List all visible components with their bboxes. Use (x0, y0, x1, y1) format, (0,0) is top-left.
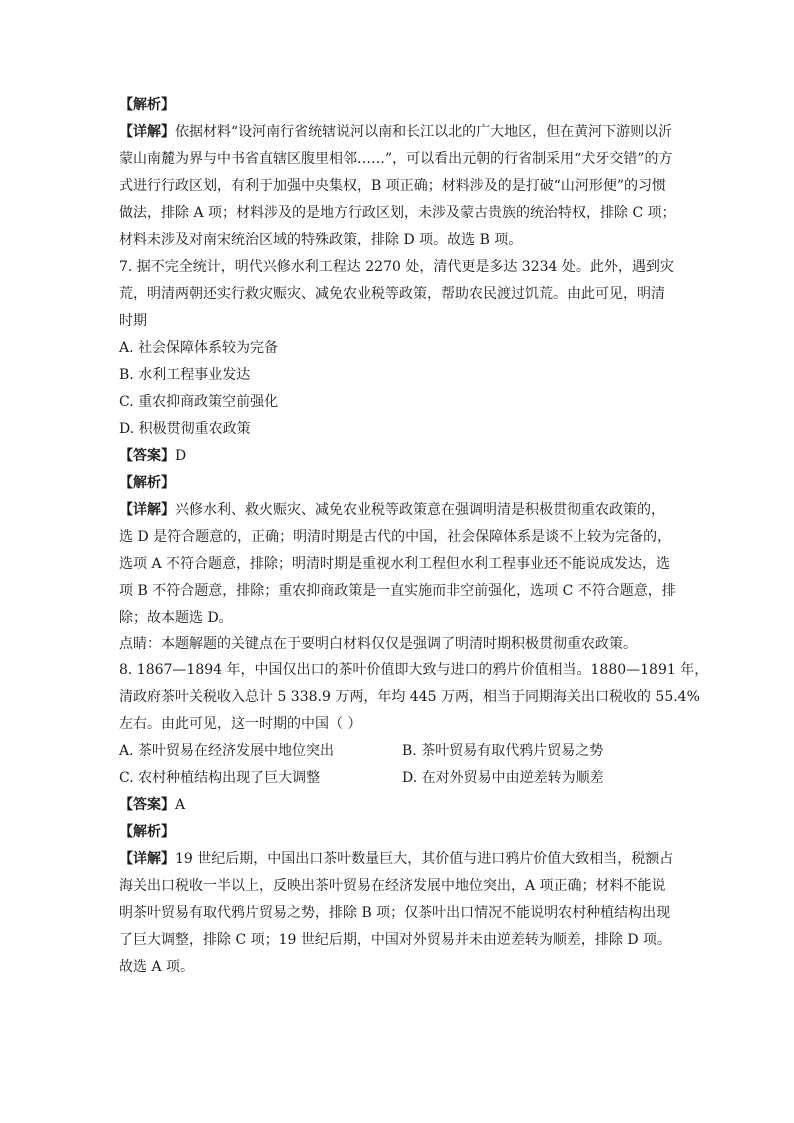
q8-options-row-2 (119, 765, 685, 792)
q7-detail-line-2: 选 D 是符合题意的，正确；明清时期是古代的中国，社会保障体系是谈不上较为完备的， (119, 529, 672, 545)
q8-analysis-heading: 【解析】 (119, 824, 175, 840)
q7-option-d: D. 积极贯彻重农政策 (119, 421, 251, 437)
q7-stem-line-3: 时期 (119, 313, 147, 329)
q8-options-row-1 (119, 738, 685, 765)
q8-option-d: D. 在对外贸易中由逆差转为顺差 (402, 770, 604, 786)
q8-stem-line-3: 左右。由此可见，这一时期的中国（ ） (119, 716, 362, 732)
q8-option-c: C. 农村种植结构出现了巨大调整 (119, 770, 321, 786)
q6-detail-line-4: 做法，排除 A 项；材料涉及的是地方行政区划，未涉及蒙古贵族的统治特权，排除 C 项； (119, 205, 676, 221)
detail-label: 【详解】 (119, 124, 175, 140)
q7-detail-line-4: 项 B 不符合题意，排除；重农抑商政策是一直实施而非空前强化，选项 C 不符合题意，排 (119, 583, 676, 599)
q8-detail-line-5: 故选 A 项。 (119, 959, 195, 975)
q7-detail-line-1: 【详解】兴修水利、救火赈灾、减免农业税等政策意在强调明清是积极贯彻重农政策的， (119, 502, 665, 518)
q7-detail-line-3: 选项 A 不符合题意，排除；明清时期是重视水利工程但水利工程事业还不能说成发达，选 (119, 556, 671, 572)
q8-detail-line-3: 明茶叶贸易有取代鸦片贸易之势，排除 B 项；仅茶叶出口情况不能说明农村种植结构出现 (119, 905, 671, 921)
q7-option-b: B. 水利工程事业发达 (119, 367, 251, 383)
q7-stem-line-1: 7. 据不完全统计，明代兴修水利工程达 2270 处，清代更是多达 3234 处。此外，遇到灾 (119, 259, 674, 275)
q6-detail-line-3: 式进行行政区划，有利于加强中央集权，B 项正确；材料涉及的是打破“山河形便”的习惯 (119, 178, 667, 194)
q7-stem-line-2: 荒，明清两朝还实行救灾赈灾、减免农业税等政策，帮助农民渡过饥荒。由此可见，明清 (119, 286, 665, 302)
q8-detail-line-2: 海关出口税收一半以上，反映出茶叶贸易在经济发展中地位突出，A 项正确；材料不能说 (119, 878, 666, 894)
page-content (119, 92, 709, 981)
q7-answer: 【答案】D (119, 448, 187, 464)
q8-answer: 【答案】A (119, 797, 186, 813)
q8-option-b: B. 茶叶贸易有取代鸦片贸易之势 (402, 743, 604, 759)
analysis-heading: 【解析】 (119, 97, 175, 113)
q8-stem-line-1: 8. 1867—1894 年，中国仅出口的茶叶价值即大致与进口的鸦片价值相当。1880—1891 年， (119, 662, 709, 678)
q8-option-a: A. 茶叶贸易在经济发展中地位突出 (119, 743, 335, 759)
q7-detail-line-5: 除；故本题选 D。 (119, 610, 233, 626)
q7-analysis-heading: 【解析】 (119, 475, 175, 491)
q7-option-a: A. 社会保障体系较为完备 (119, 340, 279, 356)
q8-stem-line-2: 清政府茶叶关税收入总计 5 338.9 万两，年均 445 万两，相当于同期海关出口税收的 55.4% (119, 689, 700, 705)
q8-detail-line-4: 了巨大调整，排除 C 项；19 世纪后期，中国对外贸易并未由逆差转为顺差，排除 D 项。 (119, 932, 671, 948)
q7-tip: 点睛：本题解题的关键点在于要明白材料仅仅是强调了明清时期积极贯彻重农政策。 (119, 636, 637, 652)
q6-detail-line-2: 蒙山南麓为界与中书省直辖区腹里相邻……”，可以看出元朝的行省制采用“犬牙交错”的方 (119, 151, 673, 167)
q7-option-c: C. 重农抑商政策空前强化 (119, 394, 279, 410)
q6-detail-line-5: 材料未涉及对南宋统治区域的特殊政策，排除 D 项。故选 B 项。 (119, 232, 523, 248)
q6-detail-line-1: 【详解】依据材料“设河南行省统辖说河以南和长江以北的广大地区，但在黄河下游则以沂 (119, 124, 673, 140)
q8-detail-line-1: 【详解】19 世纪后期，中国出口茶叶数量巨大，其价值与进口鸦片价值大致相当，税额占 (119, 851, 674, 867)
